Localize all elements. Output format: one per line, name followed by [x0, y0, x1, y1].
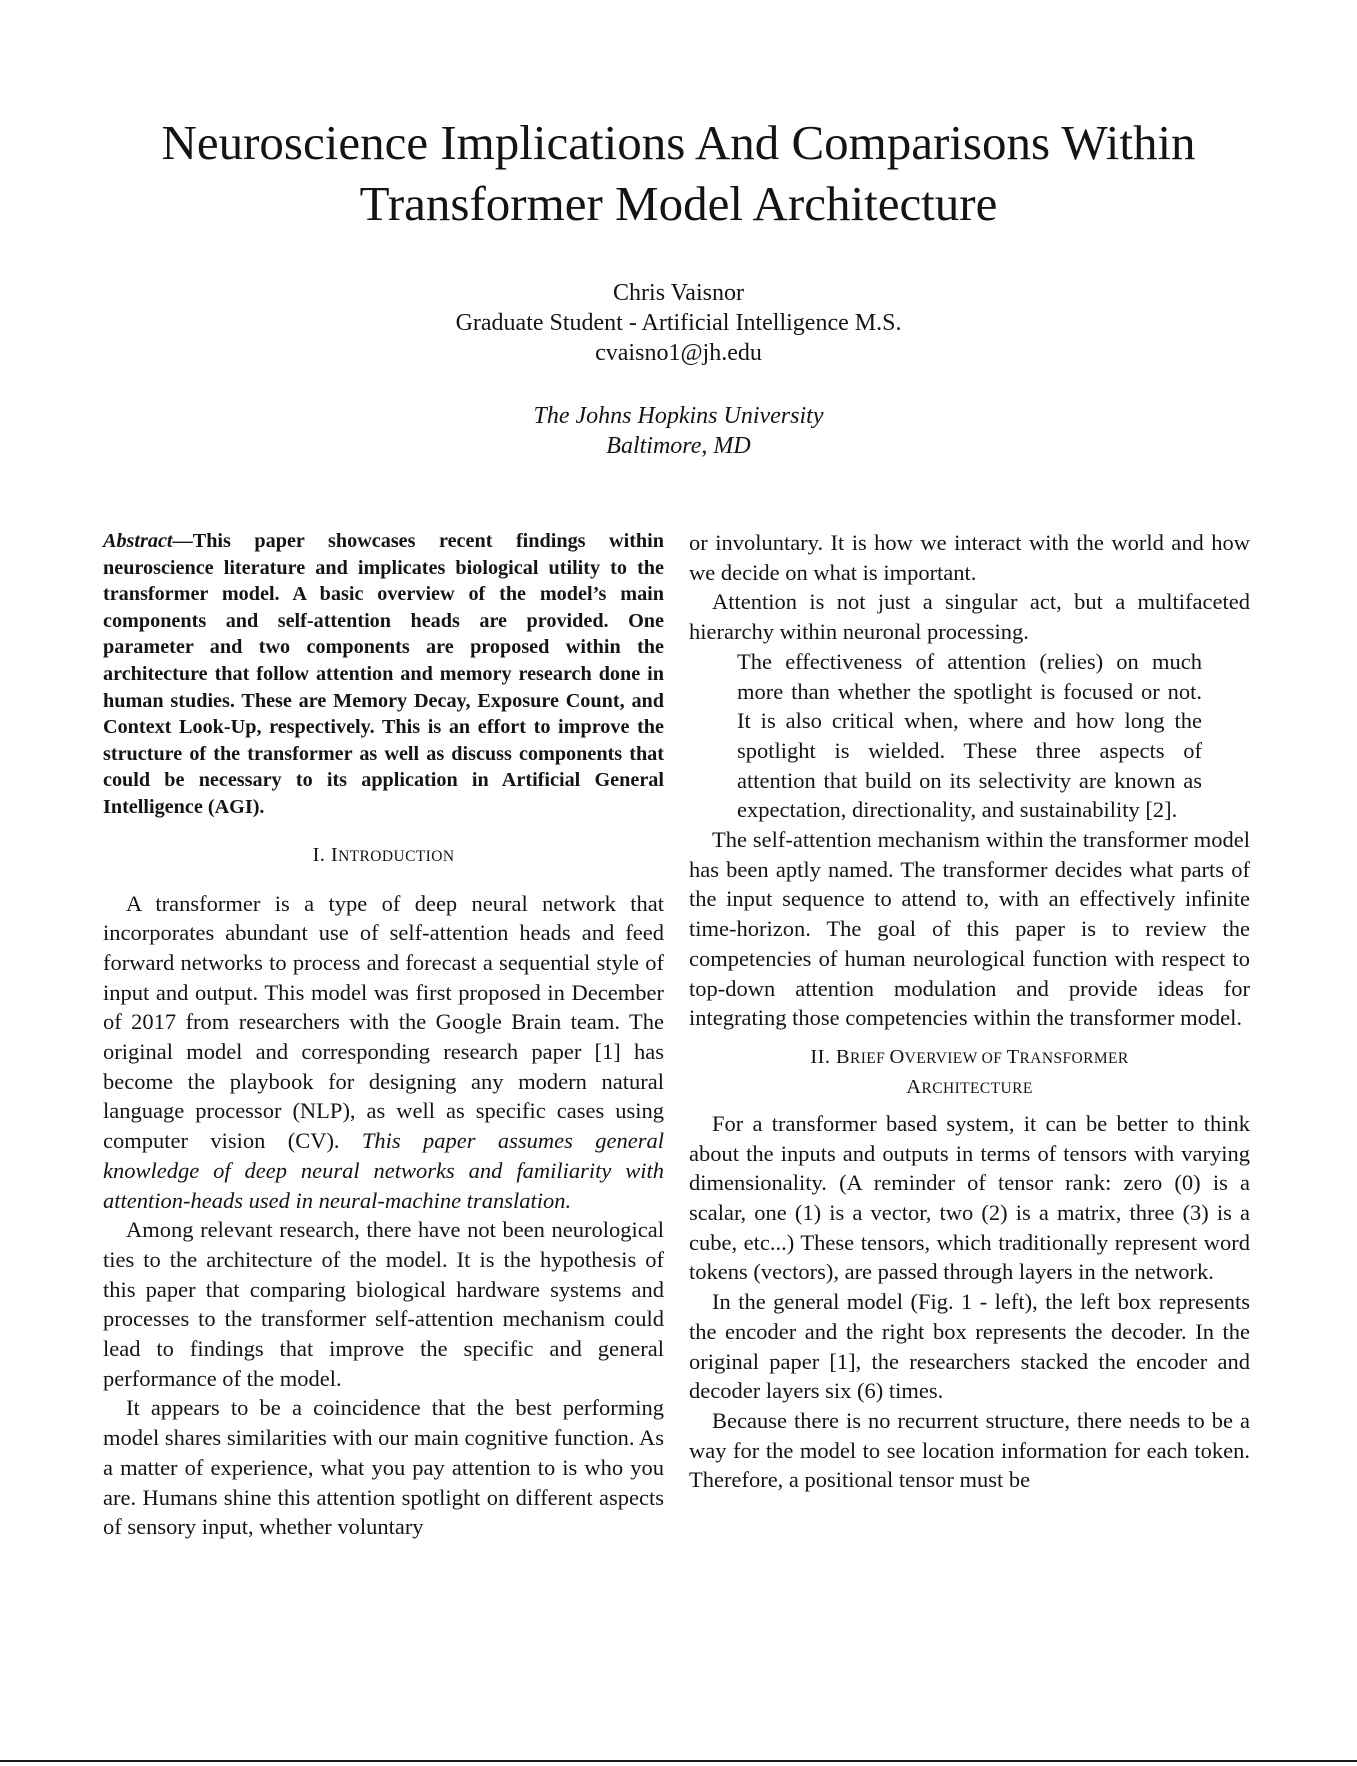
heading-part: RCHITECTURE	[921, 1079, 1033, 1097]
heading-initial: I	[330, 843, 339, 866]
section-numeral: II.	[810, 1045, 831, 1068]
paper-title: Neuroscience Implications And Comparisons Within Transformer Model Architecture	[161, 115, 1196, 231]
heading-letter: A	[906, 1075, 922, 1098]
author-role: Graduate Student - Artificial Intelligence M.S.	[455, 310, 902, 336]
abstract-label: Abstract	[103, 530, 173, 552]
heading-part: VERVIEW OF	[904, 1049, 1007, 1067]
abstract-text: This paper showcases recent findings within neuroscience literature and implicates biological utility to the transformer model. A basic overview of the model’s main components and self-attention heads are provided. One parameter and two components are proposed within the architecture that follow attention and memory research done in human studies. These are Memory Decay, Exposure Count, and Context Look-Up, respectively. This is an effort to improve the structure of the transformer as well as discuss components that could be necessary to its application in Artificial General Intelligence (AGI).	[103, 530, 664, 818]
author-email: cvaisno1@jh.edu	[595, 340, 762, 366]
heading-part: RIEF	[849, 1049, 890, 1067]
paragraph-text: A transformer is a type of deep neural network that incorporates abundant use of self-attention heads and feed forward networks to process and forecast a sequential style of input and output. This model was first proposed in December of 2017 from researchers with the Google Brain team. The original model and corresponding research paper [1] has become the playbook for designing any modern natural language processor (NLP), as well as specific cases using computer vision (CV).	[103, 890, 664, 1154]
right-column	[689, 528, 1250, 1495]
abstract-dash: —	[172, 530, 193, 552]
affiliation-institution: The Johns Hopkins University	[533, 403, 824, 429]
affiliation-location: Baltimore, MD	[606, 433, 751, 459]
paragraph: It appears to be a coincidence that the best performing model shares similarities with our main cognitive function. As a matter of experience, what you pay attention to is who you are. Humans shine this attention spotlight on different aspects of sensory input, whether voluntary	[103, 1395, 664, 1540]
heading-letter: O	[889, 1045, 905, 1068]
paragraph-italic-text: This paper assumes general knowledge of deep neural networks and familiarity with attention-heads used in neural-machine translation.	[103, 1128, 664, 1213]
author-block	[200, 278, 1157, 368]
heading-letter: T	[1006, 1045, 1020, 1068]
paragraph-continued: or involuntary. It is how we interact with the world and how we decide on what is important.	[689, 530, 1250, 585]
heading-rest: NTRODUCTION	[338, 847, 455, 865]
heading-letter: B	[835, 1045, 850, 1068]
paragraph: In the general model (Fig. 1 - left), the left box represents the encoder and the right box represents the decoder. In the original paper [1], the researchers stacked the encoder and decoder layers six (6) times.	[689, 1289, 1250, 1404]
affiliation-block	[200, 401, 1157, 461]
section-heading-introduction	[103, 841, 664, 871]
paragraph	[103, 889, 664, 1216]
section-heading-transformer-overview	[689, 1043, 1250, 1103]
heading-part: RANSFORMER	[1019, 1049, 1129, 1067]
block-quote: The effectiveness of attention (relies) on much more than whether the spotlight is focused or not. It is also critical when, where and how long the spotlight is wielded. These three aspects of attention that build on its selectivity are known as expectation, directionality, and sustainability [2].	[737, 648, 1202, 823]
left-column	[103, 528, 664, 1542]
paragraph: Because there is no recurrent structure, there needs to be a way for the model to see location information for each token. Therefore, a positional tensor must be	[689, 1407, 1250, 1493]
paragraph: Among relevant research, there have not been neurological ties to the architecture of the model. It is the hypothesis of this paper that comparing biological hardware systems and processes to the transformer self-attention mechanism could lead to findings that improve the specific and general performance of the model.	[103, 1217, 664, 1391]
paragraph: Attention is not just a singular act, but a multifaceted hierarchy within neuronal processing.	[689, 589, 1250, 645]
abstract	[103, 528, 664, 821]
paragraph: The self-attention mechanism within the transformer model has been aptly named. The transformer decides what parts of the input sequence to attend to, with an effectively infinite time-horizon. The goal of this paper is to review the competencies of human neurological function with respect to top-down attention modulation and provide ideas for integrating those competencies within the transformer model.	[689, 827, 1250, 1031]
page-bottom-rule	[0, 1760, 1357, 1762]
section-numeral: I.	[312, 843, 326, 866]
author-name: Chris Vaisnor	[613, 280, 744, 306]
paragraph: For a transformer based system, it can be better to think about the inputs and outputs in terms of tensors with varying dimensionality. (A reminder of tensor rank: zero (0) is a scalar, one (1) is a vector, two (2) is a matrix, three (3) is a cube, etc...) These tensors, which traditionally represent word tokens (vectors), are passed through layers in the network.	[689, 1110, 1250, 1285]
